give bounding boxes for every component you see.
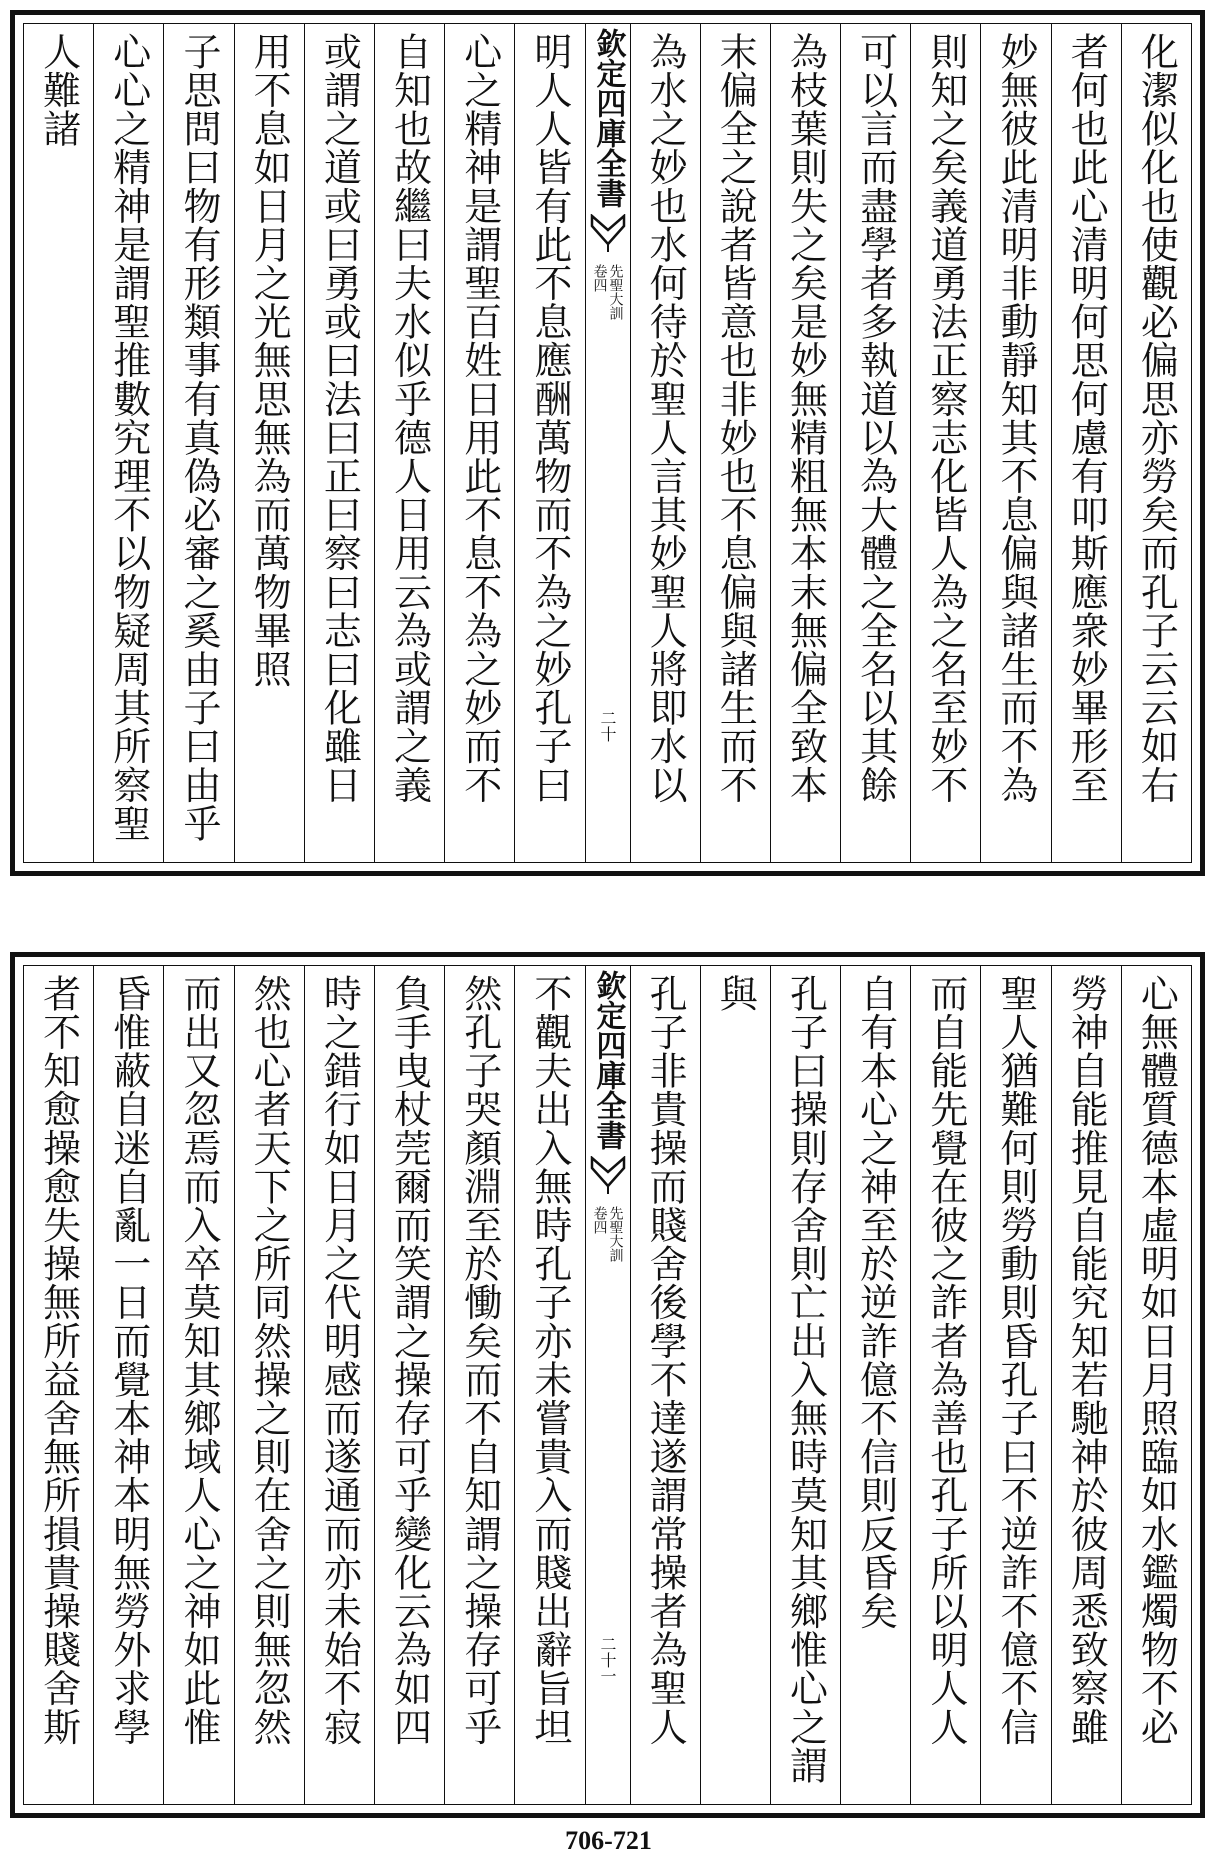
column-text: 自有本心之神至於逆詐億不信則反昏矣 — [853, 974, 898, 1631]
column-text: 可以言而盡學者多執道以為大體之全名以其餘 — [853, 32, 898, 804]
column-text: 聖人猶難何則勞動則昏孔子曰不逆詐不億不信 — [994, 974, 1039, 1746]
text-column — [770, 966, 840, 1804]
column-text: 或謂之道或曰勇或曰法曰正曰察曰志曰化雖日 — [317, 32, 362, 804]
column-text: 化潔似化也使觀必偏思亦勞矣而孔子云云如右 — [1134, 32, 1179, 804]
column-text: 然孔子哭顏淵至於慟矣而不自知謂之操存可乎 — [457, 974, 502, 1746]
column-text: 為枝葉則失之矣是妙無精粗無本末無偏全致本 — [783, 32, 828, 804]
banner-page-number: 二十 — [598, 710, 617, 742]
text-column — [234, 24, 304, 862]
center-banner — [585, 24, 630, 862]
text-column — [304, 24, 374, 862]
banner-title: 欽定四庫全書 — [590, 28, 626, 208]
page-code: 706-721 — [565, 1826, 652, 1855]
text-column — [630, 966, 700, 1804]
text-column — [700, 24, 770, 862]
text-column — [770, 24, 840, 862]
column-text: 而自能先覺在彼之詐者為善也孔子所以明人人 — [923, 974, 968, 1746]
bottom-page-text-frame — [23, 965, 1192, 1805]
column-text: 自知也故繼曰夫水似乎德人日用云為或謂之義 — [387, 32, 432, 804]
text-column — [980, 966, 1050, 1804]
column-text: 心無體質德本虛明如日月照臨如水鑑燭物不必 — [1134, 974, 1179, 1746]
column-text: 與 — [713, 974, 758, 1013]
banner-subtitle — [593, 1206, 623, 1262]
text-column — [1121, 24, 1191, 862]
text-column — [840, 966, 910, 1804]
text-column — [840, 24, 910, 862]
column-text: 而出又忽焉而入卒莫知其鄉域人心之神如此惟 — [176, 974, 221, 1746]
fish-tail-mark-icon — [589, 214, 627, 254]
text-column — [374, 966, 444, 1804]
column-text: 時之錯行如日月之代明感而遂通而亦未始不寂 — [317, 974, 362, 1746]
text-column — [304, 966, 374, 1804]
column-text: 為水之妙也水何待於聖人言其妙聖人將即水以 — [643, 32, 688, 804]
text-column — [1051, 966, 1121, 1804]
text-column — [24, 966, 93, 1804]
banner-page-number: 二十一 — [598, 1636, 617, 1684]
column-text: 不觀夫出入無時孔子亦未嘗貴入而賤出辭旨坦 — [527, 974, 572, 1746]
text-column — [163, 24, 233, 862]
banner-title: 欽定四庫全書 — [590, 970, 626, 1150]
text-column — [514, 24, 584, 862]
text-column — [93, 24, 163, 862]
banner-subtitle — [593, 264, 623, 320]
column-text: 者不知愈操愈失操無所益舍無所損貴操賤舍斯 — [36, 974, 81, 1746]
banner-volume: 卷四 — [591, 264, 608, 292]
column-text: 勞神自能推見自能究知若馳神於彼周悉致察雖 — [1064, 974, 1109, 1746]
text-column — [980, 24, 1050, 862]
column-text: 孔子曰操則存舍則亡出入無時莫知其鄉惟心之謂 — [783, 974, 828, 1785]
column-text: 心之精神是謂聖百姓日用此不息不為之妙而不 — [457, 32, 502, 804]
text-column — [1121, 966, 1191, 1804]
text-column — [444, 966, 514, 1804]
column-text: 人難諸 — [36, 32, 81, 148]
text-column — [514, 966, 584, 1804]
banner-book-title: 先聖大訓 — [607, 1206, 624, 1262]
text-column — [93, 966, 163, 1804]
column-text: 者何也此心清明何思何慮有叩斯應衆妙畢形至 — [1064, 32, 1109, 804]
column-text: 子思問曰物有形類事有真偽必審之奚由子曰由乎 — [176, 32, 221, 843]
column-text: 則知之矣義道勇法正察志化皆人為之名至妙不 — [923, 32, 968, 804]
column-text: 負手曳杖莞爾而笑謂之操存可乎變化云為如四 — [387, 974, 432, 1746]
column-text: 用不息如日月之光無思無為而萬物畢照 — [247, 32, 292, 689]
text-column — [374, 24, 444, 862]
column-text: 然也心者天下之所同然操之則在舍之則無忽然 — [247, 974, 292, 1746]
center-banner — [585, 966, 630, 1804]
column-text: 末偏全之說者皆意也非妙也不息偏與諸生而不 — [713, 32, 758, 804]
banner-volume: 卷四 — [591, 1206, 608, 1234]
top-page — [10, 10, 1205, 876]
column-text: 心心之精神是謂聖推數究理不以物疑周其所察聖 — [106, 32, 151, 843]
text-column — [1051, 24, 1121, 862]
text-column — [700, 966, 770, 1804]
banner-book-title: 先聖大訓 — [607, 264, 624, 320]
text-column — [234, 966, 304, 1804]
text-column — [163, 966, 233, 1804]
column-text: 妙無彼此清明非動靜知其不息偏與諸生而不為 — [994, 32, 1039, 804]
column-text: 昏惟蔽自迷自亂一日而覺本神本明無勞外求學 — [106, 974, 151, 1746]
text-column — [630, 24, 700, 862]
column-text: 孔子非貴操而賤舍後學不達遂謂常操者為聖人 — [643, 974, 688, 1746]
fish-tail-mark-icon — [589, 1156, 627, 1196]
bottom-page — [10, 952, 1205, 1818]
column-text: 明人人皆有此不息應酬萬物而不為之妙孔子曰 — [527, 32, 572, 804]
text-column — [24, 24, 93, 862]
top-page-text-frame — [23, 23, 1192, 863]
text-column — [910, 24, 980, 862]
text-column — [444, 24, 514, 862]
text-column — [910, 966, 980, 1804]
